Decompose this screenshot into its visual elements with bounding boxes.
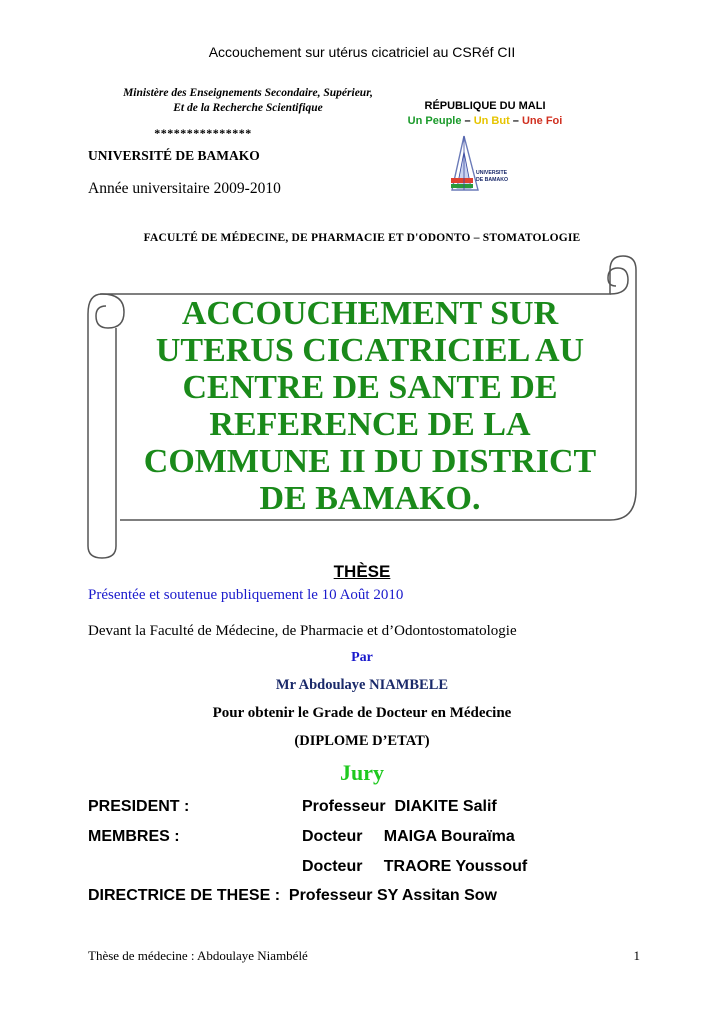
- faculty-line: Devant la Faculté de Médecine, de Pharmacie et d’Odontostomatologie: [88, 623, 517, 639]
- scroll-right-curl: [608, 268, 628, 294]
- jury-role: MEMBRES :: [88, 828, 180, 845]
- jury-name: TRAORE Youssouf: [383, 858, 528, 875]
- scroll-left-roll: [88, 314, 116, 558]
- republic-name: RÉPUBLIQUE DU MALI: [424, 100, 546, 112]
- title-line: DE BAMAKO.: [259, 480, 481, 517]
- motto-part-2: Un But: [473, 115, 510, 127]
- jury-title: Professeur: [302, 798, 386, 815]
- motto-part-3: Une Foi: [521, 115, 563, 127]
- diploma-line: (DIPLOME D’ETAT): [294, 733, 430, 749]
- motto-part-1: Un Peuple: [407, 115, 462, 127]
- jury-row-director: [88, 887, 497, 905]
- republic-block: [380, 99, 590, 129]
- par-label: Par: [351, 650, 373, 665]
- title-line: CENTRE DE SANTE DE: [182, 369, 558, 406]
- purpose-line: Pour obtenir le Grade de Docteur en Médecine: [212, 705, 512, 721]
- these-heading: THÈSE: [333, 562, 391, 581]
- university-name: UNIVERSITÉ DE BAMAKO: [88, 148, 260, 163]
- title-line: ACCOUCHEMENT SUR: [181, 295, 559, 332]
- motto-separator-2: –: [509, 115, 522, 127]
- motto-separator-1: –: [461, 115, 474, 127]
- scroll-left-curl: [88, 294, 124, 328]
- title-line: COMMUNE II DU DISTRICT: [143, 443, 597, 480]
- jury-name: MAIGA Bouraïma: [383, 828, 515, 845]
- title-line: REFERENCE DE LA: [209, 406, 531, 443]
- ministry-name: [88, 86, 408, 116]
- logo-text-2: DE BAMAKO: [476, 177, 508, 183]
- jury-title: Docteur: [302, 858, 363, 875]
- jury-row-member-2: [88, 858, 527, 876]
- jury-title: Professeur: [288, 887, 373, 904]
- running-header: Accouchement sur utérus cicatriciel au CSRéf CII: [208, 44, 516, 60]
- author-name: Mr Abdoulaye NIAMBELE: [275, 677, 449, 693]
- jury-role: PRESIDENT :: [88, 798, 190, 815]
- logo-text-1: UNIVERSITE: [476, 170, 508, 176]
- jury-name: SY Assitan Sow: [376, 887, 497, 904]
- jury-role: DIRECTRICE DE THESE :: [88, 887, 281, 904]
- title-line: UTERUS CICATRICIEL AU: [155, 332, 585, 369]
- university-logo: [448, 134, 510, 192]
- ministry-line-2: Et de la Recherche Scientifique: [173, 102, 323, 114]
- jury-title: Docteur: [302, 828, 363, 845]
- academic-year: Année universitaire 2009-2010: [88, 180, 281, 197]
- jury-row-member-1: [88, 828, 515, 846]
- logo-red-band: [451, 178, 473, 183]
- presented-line: Présentée et soutenue publiquement le 10 Août 2010: [88, 587, 404, 603]
- republic-motto: [380, 114, 590, 129]
- stars-separator: ***************: [154, 126, 252, 140]
- jury-heading: Jury: [340, 760, 384, 785]
- jury-name: DIAKITE Salif: [394, 798, 497, 815]
- faculty-name: FACULTÉ DE MÉDECINE, DE PHARMACIE ET D'ODONTO – STOMATOLOGIE: [143, 232, 581, 244]
- page-number: 1: [633, 948, 640, 963]
- footer-text: Thèse de médecine : Abdoulaye Niambélé: [88, 948, 308, 963]
- jury-row-president: [88, 798, 497, 816]
- logo-green-band: [451, 184, 473, 188]
- ministry-line-1: Ministère des Enseignements Secondaire, Supérieur,: [123, 87, 373, 99]
- thesis-title: [130, 295, 610, 517]
